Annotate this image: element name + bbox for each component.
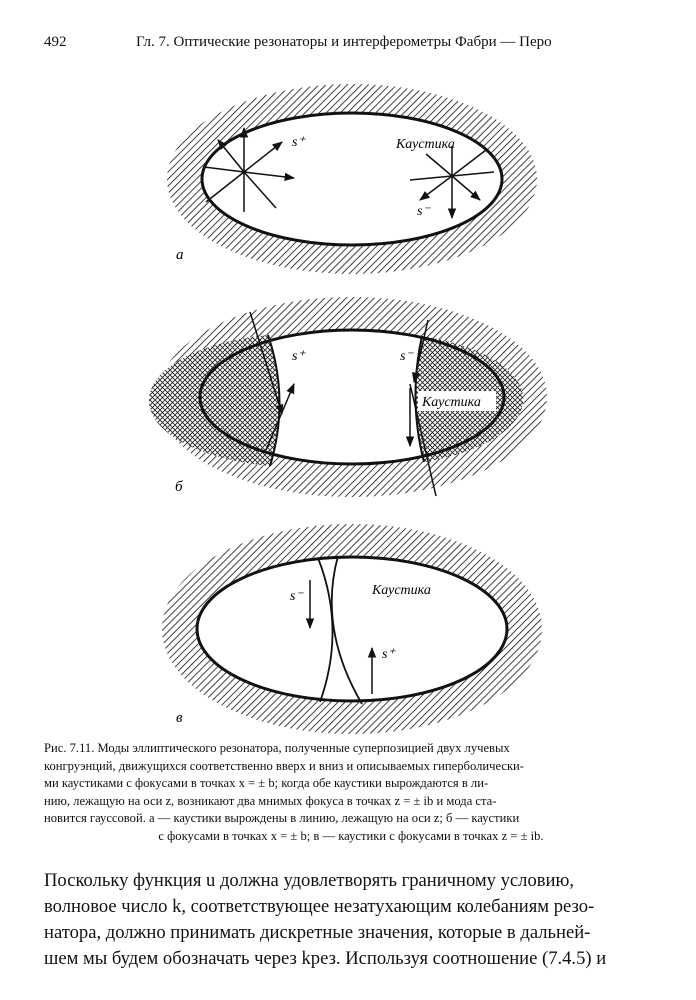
panel-a xyxy=(167,84,537,274)
running-title: Гл. 7. Оптические резонаторы и интерферометры Фабри — Перо xyxy=(136,34,552,50)
s-plus-label-a: s⁺ xyxy=(292,135,305,150)
caption-line: конгруэнций, движущихся соответственно вверх и вниз и описываемых гиперболически- xyxy=(44,758,524,773)
s-plus-label-c: s⁺ xyxy=(382,647,395,662)
s-plus-label-b: s⁺ xyxy=(292,349,305,364)
s-minus-label-b: s⁻ xyxy=(400,349,413,364)
caustic-label-b: Каустика xyxy=(422,395,481,410)
body-line: натора, должно принимать дискретные значения, которые в дальней- xyxy=(44,922,591,943)
caption-line: нию, лежащую на оси z, возникают два мнимых фокуса в точках z = ± ib и мода ста- xyxy=(44,793,497,808)
caustic-label-c: Каустика xyxy=(372,583,431,598)
caption-line: новится гауссовой. а — каустики вырождены в линию, лежащую на оси z; б — каустики xyxy=(44,811,520,826)
figure-caption xyxy=(44,740,658,846)
body-line: шем мы будем обозначать через kрез. Используя соотношение (7.4.5) и xyxy=(44,948,607,969)
body-line: волновое число k, соответствующее незатухающим колебаниям резо- xyxy=(44,896,595,917)
caption-line: ми каустиками с фокусами в точках x = ± b; когда обе каустики вырождаются в ли- xyxy=(44,776,489,791)
body-paragraph xyxy=(44,868,666,972)
s-minus-label-c: s⁻ xyxy=(290,589,303,604)
panel-label-c: в xyxy=(176,710,183,726)
panel-label-b: б xyxy=(175,479,183,495)
page-number: 492 xyxy=(44,34,67,50)
panel-b xyxy=(149,297,547,497)
s-minus-label-a: s⁻ xyxy=(417,204,430,219)
caption-line: с фокусами в точках x = ± b; в — каустики с фокусами в точках z = ± ib. xyxy=(158,828,544,843)
caustic-region-left xyxy=(149,335,280,466)
panel-c xyxy=(162,524,542,734)
caption-line: Рис. 7.11. Моды эллиптического резонатора, полученные суперпозицией двух лучевых xyxy=(44,741,510,755)
panel-label-a: а xyxy=(176,247,184,263)
caustic-label-a: Каустика xyxy=(396,137,455,152)
body-line: Поскольку функция u должна удовлетворять граничному условию, xyxy=(44,870,575,891)
